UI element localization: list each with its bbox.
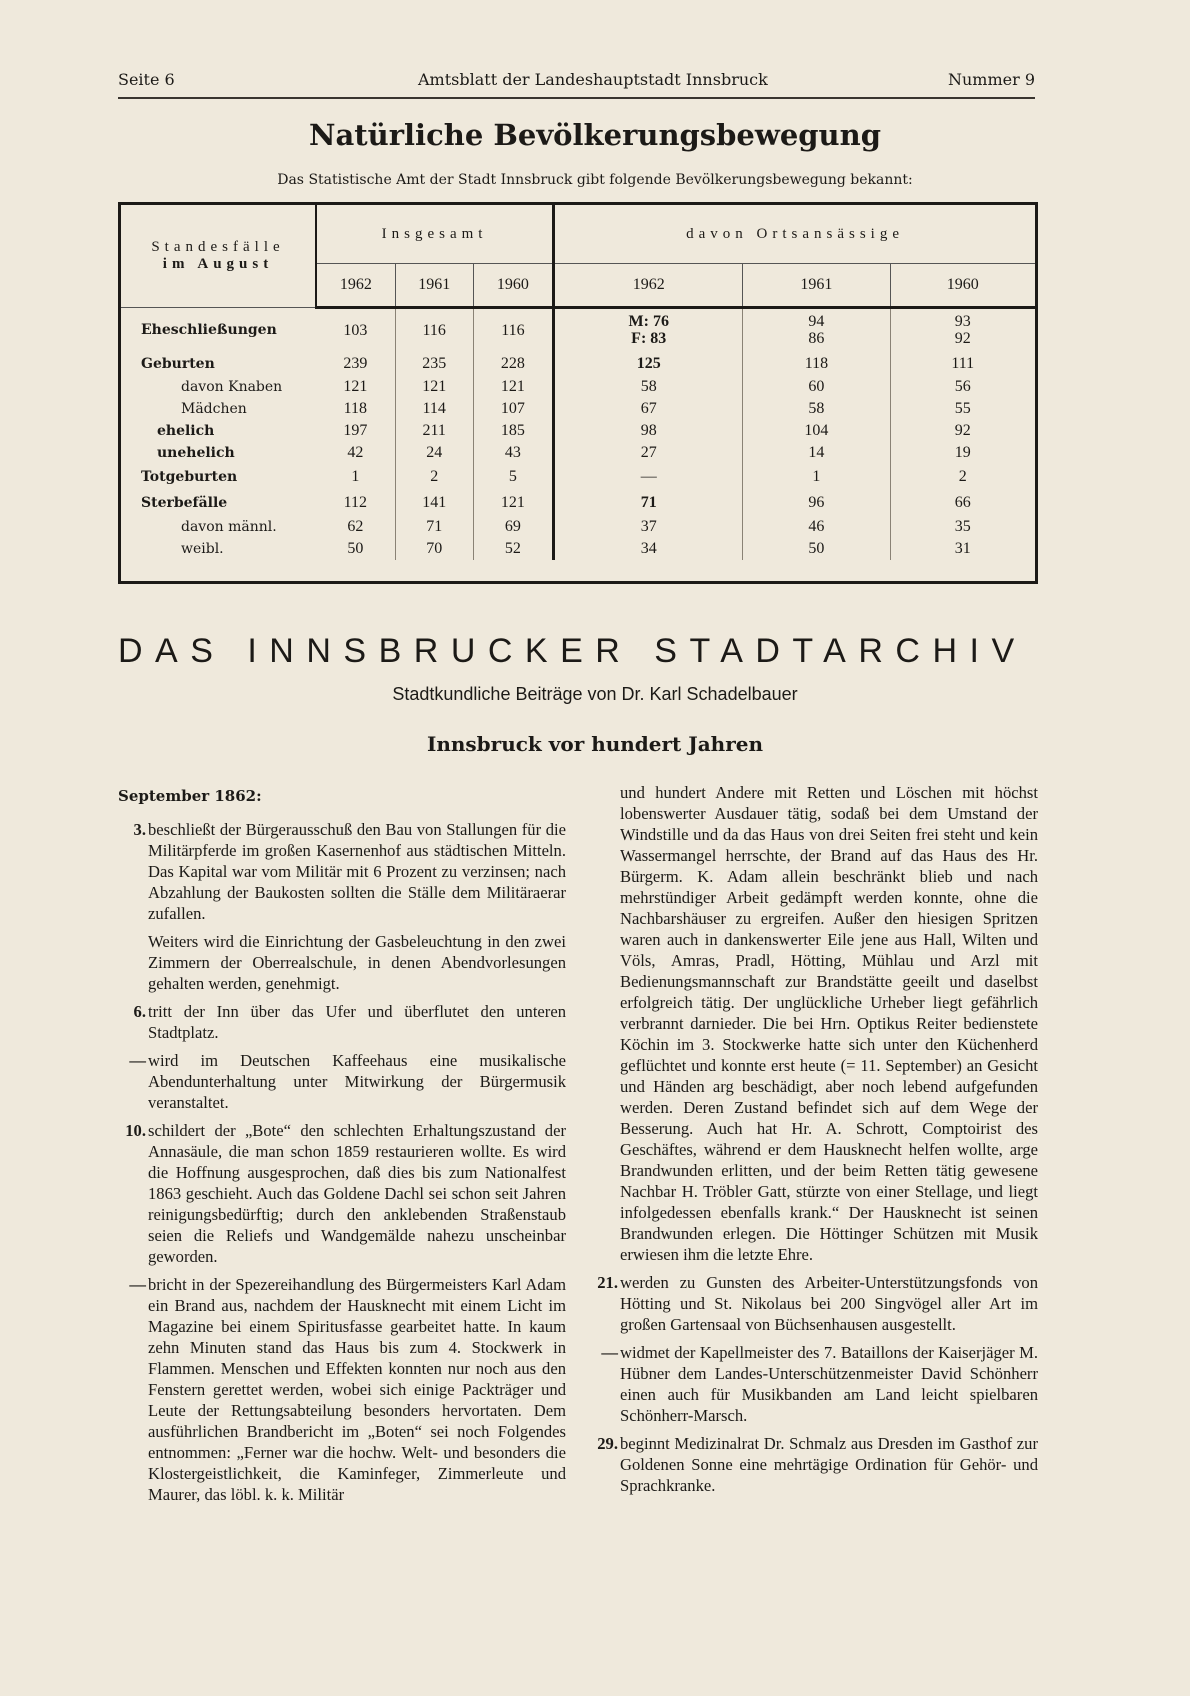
label-header-line1: Standesfälle: [151, 239, 285, 255]
table-cell: 34: [554, 538, 743, 560]
table-cell: —: [554, 464, 743, 490]
month-heading: September 1862:: [118, 787, 262, 805]
section-title: Innsbruck vor hundert Jahren: [426, 732, 764, 756]
table-cell: 107: [473, 398, 553, 420]
entry-text: Weiters wird die Einrichtung der Gasbeleuchtung in den zwei Zimmern der Oberrealschule, in denen Abendvorlesungen gehalten werden, genehmigt.: [148, 932, 566, 993]
table-cell: 43: [473, 442, 553, 464]
entry-text: beginnt Medizinalrat Dr. Schmalz aus Dresden im Gasthof zur Goldenen Sonne eine mehrtägige Ordination für Gehör- und Sprachkranke.: [620, 1434, 1038, 1495]
table-cell: 19: [954, 443, 971, 461]
table-cell: 114: [395, 398, 473, 420]
table-cell: 103: [316, 308, 395, 352]
table-row: [121, 398, 1035, 420]
row-label: weibl.: [181, 540, 224, 557]
table-cell: 141: [395, 490, 473, 516]
entry-date: 6.: [133, 1002, 146, 1021]
issue-number: Nummer 9: [947, 70, 1035, 89]
table-cell: 70: [395, 538, 473, 560]
table-row: [121, 538, 1035, 560]
table-cell: 71: [395, 516, 473, 538]
table-cell: 125: [554, 352, 743, 376]
entry-text: wird im Deutschen Kaffeehaus eine musikalische Abendunterhaltung unter Mitwirkung der Bürgermusik veranstaltet.: [148, 1051, 566, 1112]
table-cell: 42: [316, 442, 395, 464]
table-cell: 121: [316, 376, 395, 398]
year-header: 1961: [395, 264, 473, 308]
table-cell: 104: [743, 420, 890, 442]
entry-date: 10.: [125, 1121, 146, 1140]
table-cell: 2: [958, 467, 967, 485]
year-header: 1962: [316, 264, 395, 308]
table-cell: 37: [554, 516, 743, 538]
publication-title: Amtsblatt der Landeshauptstadt Innsbruck: [418, 70, 768, 89]
entry-date: 29.: [597, 1434, 618, 1453]
table-cell: M: 76 F: 83: [554, 308, 743, 352]
entry-text: schildert der „Bote“ den schlechten Erhaltungszustand der Annasäule, die man schon 1859 restaurieren wollte. Es wird die Hoffnung ausgesprochen, daß dies bis zum Nationalfest 1863 geschieht. Auch das Goldene Dachl sei schon seit Jahren reinigungsbedürftig; durch den anklebenden Straßenstaub seien die Reliefs und Wandgemälde nahezu unscheinbar geworden.: [148, 1121, 566, 1266]
chronicle-entry: [118, 931, 566, 994]
header-rule: [118, 97, 1035, 99]
entry-text: bricht in der Spezereihandlung des Bürgermeisters Karl Adam ein Brand aus, nachdem der Hausknecht mit einem Licht im Magazine bei einem Spiritusfasse gearbeitet hatte. In kaum zehn Minuten stand das Haus bis zum 4. Stockwerk in Flammen. Menschen und Effekten konnten nur noch aus den Fenstern gerettet werden, wobei sich einige Packträger und Leute der Rettungsabteilung besonders hervortaten. Dem ausführlichen Brandbericht im „Boten“ sei noch Folgendes entnommen: „Ferner war die hochw. Welt- und besonders die Klostergeistlichkeit, die Kaminfeger, Zimmerleute und Maurer, das löbl. k. k. Militär: [148, 1275, 566, 1504]
table-cell: 185: [473, 420, 553, 442]
table-cell: 94 86: [743, 308, 890, 352]
table-cell: 112: [316, 490, 395, 516]
table-cell: 58: [743, 398, 890, 420]
table-cell: 121: [473, 376, 553, 398]
table-cell: 35: [954, 517, 971, 535]
year-header: 1960: [890, 264, 1035, 308]
table-cell: 1: [316, 464, 395, 490]
year-header: 1962: [554, 264, 743, 308]
table-row: [121, 352, 1035, 376]
table-cell: 1: [743, 464, 890, 490]
table-cell: 239: [316, 352, 395, 376]
table-cell: 118: [743, 352, 890, 376]
table-row: [121, 442, 1035, 464]
row-label: Eheschließungen: [141, 321, 277, 338]
entry-text: werden zu Gunsten des Arbeiter-Unterstützungsfonds von Hötting und St. Nikolaus bei 200 Singvögel aller Art im großen Gartensaal von Büchsenhausen ausgestellt.: [620, 1273, 1038, 1334]
table-cell: 92: [954, 421, 971, 439]
table-cell: 31: [954, 539, 971, 557]
table-cell: 14: [743, 442, 890, 464]
chronicle-entry: [590, 1272, 1038, 1335]
entry-date: 21.: [597, 1273, 618, 1292]
table-cell: 62: [316, 516, 395, 538]
table-cell: 46: [743, 516, 890, 538]
group-total: Insgesamt: [316, 205, 554, 264]
table-cell: 116: [473, 308, 553, 352]
population-table: [118, 202, 1038, 584]
label-header-line2: im August: [162, 256, 274, 272]
table-row: [121, 464, 1035, 490]
table-cell: 60: [743, 376, 890, 398]
table-cell: 69: [473, 516, 553, 538]
chronicle-entry: [118, 1120, 566, 1267]
left-column: [118, 782, 566, 1512]
table-row: [121, 420, 1035, 442]
entry-date: —: [129, 1051, 146, 1070]
table-cell: 98: [554, 420, 743, 442]
table-cell: 71: [554, 490, 743, 516]
chronicle-entry: [118, 819, 566, 924]
row-label: Totgeburten: [141, 468, 238, 485]
entry-date: 3.: [133, 820, 146, 839]
group-residents: davon Ortsansässige: [554, 205, 1035, 264]
table-cell: 197: [316, 420, 395, 442]
table-row: [121, 376, 1035, 398]
table-cell: 52: [473, 538, 553, 560]
table-cell: 121: [473, 490, 553, 516]
archive-heading: DAS INNSBRUCKER STADTARCHIV: [118, 632, 1027, 670]
table-cell: 24: [395, 442, 473, 464]
entry-date: —: [601, 1343, 618, 1362]
table-cell: 27: [554, 442, 743, 464]
chronicle-entry: [590, 782, 1038, 1265]
table-cell: 235: [395, 352, 473, 376]
row-label: ehelich: [157, 422, 215, 439]
table-cell: 96: [743, 490, 890, 516]
table-row: [121, 308, 1035, 352]
entry-text: tritt der Inn über das Ufer und überflutet den unteren Stadtplatz.: [148, 1002, 566, 1042]
table-cell: 211: [395, 420, 473, 442]
year-header: 1961: [743, 264, 890, 308]
table-cell: 121: [395, 376, 473, 398]
table-row: [121, 516, 1035, 538]
table-cell: 55: [954, 399, 971, 417]
table-cell: 2: [395, 464, 473, 490]
row-label: unehelich: [157, 444, 235, 461]
table-intro: Das Statistische Amt der Stadt Innsbruck gibt folgende Bevölkerungsbewegung bekannt:: [277, 172, 913, 188]
table-cell: 66: [954, 493, 971, 511]
entry-text: widmet der Kapellmeister des 7. Bataillons der Kaiserjäger M. Hübner dem Landes-Unterschützenmeister David Schönherr einen auch für Musikbanden am Land leicht spielbaren Schönherr-Marsch.: [620, 1343, 1038, 1425]
table-cell: 228: [473, 352, 553, 376]
page-number: Seite 6: [118, 70, 175, 89]
label-header: [121, 205, 316, 308]
table-cell: 5: [473, 464, 553, 490]
chronicle-entry: [118, 1001, 566, 1043]
table-cell: 67: [554, 398, 743, 420]
table-cell: 116: [395, 308, 473, 352]
table-cell: 111: [951, 354, 975, 372]
chronicle-entry: [118, 1274, 566, 1505]
page-title: Natürliche Bevölkerungsbewegung: [308, 118, 881, 152]
entry-text: und hundert Andere mit Retten und Löschen mit höchst lobenswerter Ausdauer tätig, sodaß bei dem Umstand der Windstille und da das Haus von drei Seiten frei steht und kein Wassermangel herrschte, der Brand auf das Haus des Hr. Bürgerm. K. Adam allein beschränkt blieb und nach mehrstündiger Arbeit gedämpft werden konnte, ohne die Nachbarshäuser zu ergreifen. Außer den hiesigen Spritzen waren auch in dankenswerter Eile jene aus Hall, Wilten und Völs, Amras, Pradl, Hötting, Mühlau und Arzl mit Bedienungsmannschaft zur Brandstätte geeilt und daselbst erfolgreich tätig. Der unglückliche Urheber liegt gefährlich verbrannt darnieder. Die bei Hrn. Optikus Reiter bedienstete Köchin im 3. Stockwerke hatte sich unter den Küchenherd geflüchtet und konnte erst heute (= 11. September) an Gesicht und Händen arg beschädigt, aber noch lebend aufgefunden werden. Deren Zustand befindet sich auf dem Wege der Besserung. Auch hat Hr. A. Schrott, Comptoirist des Geschäftes, während er dem Hausknecht helfen wollte, arge Brandwunden erlitten, und der beim Retten tätig gewesene Nachbar H. Tröbler Gatt, stürzte von einer Stellage, und liegt infolgedessen ebenfalls krank.“ Der Hausknecht ist seinen Brandwunden erlegen. Die Höttinger Schützen mit Musik erwiesen ihm die letzte Ehre.: [620, 783, 1038, 1264]
row-label: Mädchen: [181, 400, 247, 417]
row-label: Sterbefälle: [141, 494, 228, 511]
row-label: Geburten: [141, 355, 215, 372]
table-cell: 118: [316, 398, 395, 420]
year-header: 1960: [473, 264, 553, 308]
entry-date: —: [129, 1275, 146, 1294]
chronicle-entry: [590, 1342, 1038, 1426]
table-row: [121, 490, 1035, 516]
right-column: [590, 782, 1038, 1503]
chronicle-entry: [590, 1433, 1038, 1496]
byline: Stadtkundliche Beiträge von Dr. Karl Schadelbauer: [392, 684, 798, 704]
row-label: davon Knaben: [181, 378, 283, 395]
row-label: davon männl.: [181, 518, 277, 535]
table-cell: 56: [954, 377, 971, 395]
table-cell: 50: [743, 538, 890, 560]
chronicle-entry: [118, 1050, 566, 1113]
entry-text: beschließt der Bürgerausschuß den Bau von Stallungen für die Militärpferde im großen Kasernenhof aus städtischen Mitteln. Das Kapital war vom Militär mit 6 Prozent zu verzinsen; nach Abzahlung der Baukosten sollten die Ställe dem Militäraerar zufallen.: [148, 820, 566, 923]
table-cell: 58: [554, 376, 743, 398]
running-header: [118, 70, 1035, 94]
table-cell: 93 92: [954, 313, 971, 348]
table-cell: 50: [316, 538, 395, 560]
